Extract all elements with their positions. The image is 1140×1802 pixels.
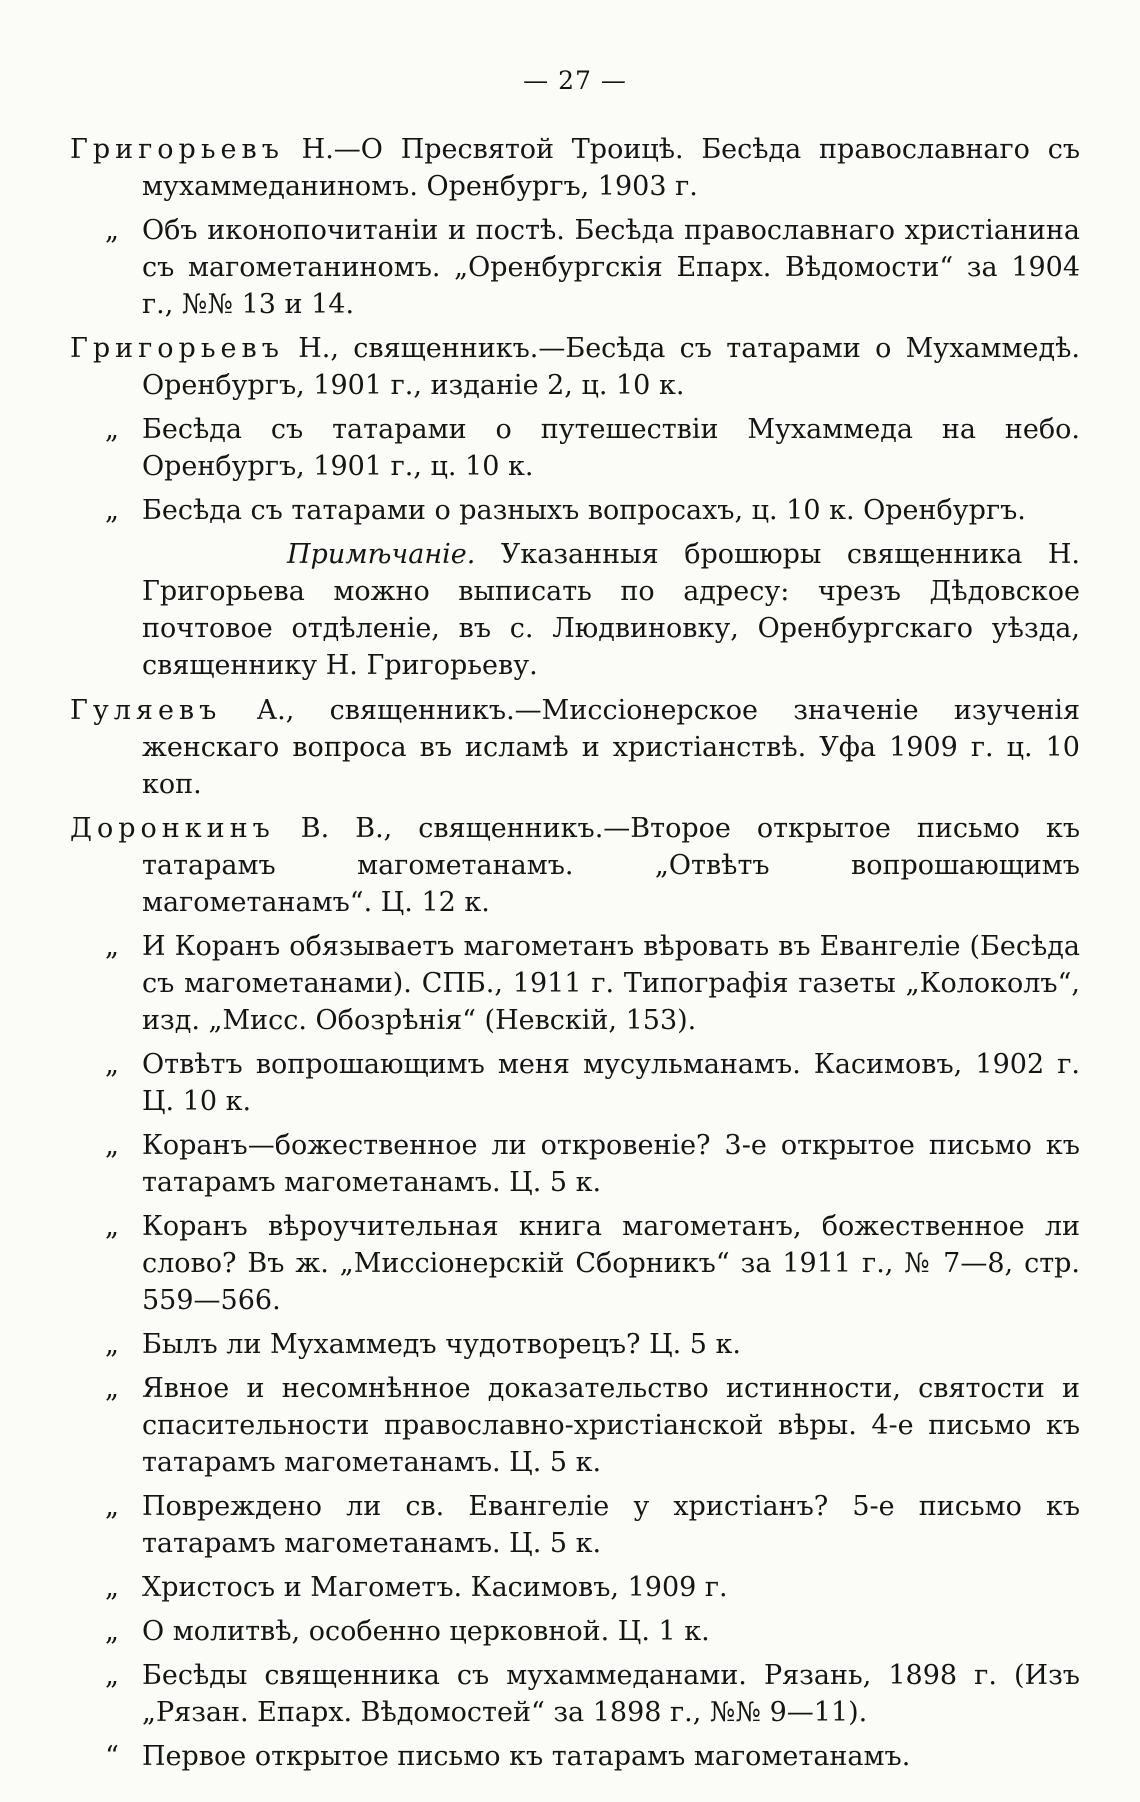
sub-entry-text: Явное и несомнѣнное доказательство истинности, святости и спасительности православно-христiанской вѣры. 4-е письмо къ татарамъ магометанамъ. Ц. 5 к. [142, 1373, 1080, 1478]
sub-entry [70, 1488, 1080, 1562]
entry-text: А., священникъ.—Миссiонерское значенiе изученiя женскаго вопроса въ исламѣ и христiанствѣ. Уфа 1909 г. ц. 10 коп. [142, 695, 1080, 800]
ditto-mark: „ [105, 931, 119, 962]
sub-entry-text: Былъ ли Мухаммедъ чудотворецъ? Ц. 5 к. [142, 1329, 741, 1360]
sub-entry [70, 1569, 1080, 1606]
author-name: Григорьевъ [70, 333, 284, 364]
ditto-mark: „ [105, 1616, 119, 1647]
sub-entry [70, 1127, 1080, 1201]
sub-entry [70, 1613, 1080, 1650]
bibliography-entry [70, 810, 1080, 921]
sub-entry [70, 1208, 1080, 1319]
sub-entry [70, 1046, 1080, 1120]
sub-entry [70, 212, 1080, 323]
sub-entry [70, 1370, 1080, 1481]
sub-entry-text: И Коранъ обязываетъ магометанъ вѣровать въ Евангелiе (Бесѣда съ магометанами). СПБ., 1911 г. Типографiя газеты „Колоколъ“, изд. „Мисс. Обозрѣнiя“ (Невскiй, 153). [142, 931, 1080, 1036]
sub-entry-text: Христосъ и Магометъ. Касимовъ, 1909 г. [142, 1572, 728, 1603]
sub-entry-text: Бесѣды священника съ мухаммеданами. Рязань, 1898 г. (Изъ „Рязан. Епарх. Вѣдомостей“ за 1898 г., №№ 9—11). [142, 1660, 1080, 1728]
ditto-mark: „ [105, 215, 119, 246]
bibliography-entry [70, 330, 1080, 404]
note-text: Указанныя брошюры священника Н. Григорьева можно выписать по адресу: чрезъ Дѣдовское почтовое отдѣленiе, въ с. Людвиновку, Оренбургскаго уѣзда, священнику Н. Григорьеву. [142, 539, 1080, 681]
bibliography-entry [70, 131, 1080, 205]
sub-entry-text: Отвѣтъ вопрошающимъ меня мусульманамъ. Касимовъ, 1902 г. Ц. 10 к. [142, 1049, 1080, 1117]
sub-entry [70, 1738, 1080, 1775]
sub-entry [70, 492, 1080, 529]
ditto-mark: „ [105, 1130, 119, 1161]
ditto-mark: „ [105, 1572, 119, 1603]
ditto-mark: „ [105, 1373, 119, 1404]
ditto-mark: “ [105, 1741, 119, 1772]
author-name: Доронкинъ [70, 813, 275, 844]
note-label: Примѣчанiе. [287, 539, 476, 570]
ditto-mark: „ [105, 1660, 119, 1691]
sub-entry-text: Повреждено ли св. Евангелiе у христiанъ? 5-е письмо къ татарамъ магометанамъ. Ц. 5 к. [142, 1491, 1080, 1559]
sub-entry-text: Коранъ—божественное ли откровенiе? 3-е открытое письмо къ татарамъ магометанамъ. Ц. 5 к. [142, 1130, 1080, 1198]
sub-entry-text: О молитвѣ, особенно церковной. Ц. 1 к. [142, 1616, 710, 1647]
ditto-mark: „ [105, 1211, 119, 1242]
bibliography-list [70, 131, 1080, 1775]
sub-entry [70, 1657, 1080, 1731]
ditto-mark: „ [105, 1491, 119, 1522]
entry-text: Н.—О Пресвятой Троицѣ. Бесѣда православнаго съ мухаммеданиномъ. Оренбургъ, 1903 г. [142, 134, 1080, 202]
ditto-mark: „ [105, 1049, 119, 1080]
sub-entry-text: Первое открытое письмо къ татарамъ магометанамъ. [142, 1741, 911, 1772]
ditto-mark: „ [105, 414, 119, 445]
sub-entry-text: Бесѣда съ татарами о разныхъ вопросахъ, ц. 10 к. Оренбургъ. [142, 495, 1026, 526]
sub-entry-text: Коранъ вѣроучительная книга магометанъ, божественное ли слово? Въ ж. „Миссiонерскiй Сборникъ“ за 1911 г., № 7—8, стр. 559—566. [142, 1211, 1080, 1316]
entry-text: В. В., священникъ.—Второе открытое письмо къ татарамъ магометанамъ. „Отвѣтъ вопрошающимъ магометанамъ“. Ц. 12 к. [142, 813, 1080, 918]
page-number: — 27 — [523, 66, 627, 95]
sub-entry [70, 411, 1080, 485]
author-name: Гуляевъ [70, 695, 222, 726]
sub-entry-text: Объ иконопочитанiи и постѣ. Бесѣда православнаго христiанина съ магометаниномъ. „Оренбургскiя Епарх. Вѣдомости“ за 1904 г., №№ 13 и 14. [142, 215, 1080, 320]
entry-text: Н., священникъ.—Бесѣда съ татарами о Мухаммедѣ. Оренбургъ, 1901 г., изданiе 2, ц. 10 к. [142, 333, 1080, 401]
author-name: Григорьевъ [70, 134, 284, 165]
sub-entry-text: Бесѣда съ татарами о путешествiи Мухаммеда на небо. Оренбургъ, 1901 г., ц. 10 к. [142, 414, 1080, 482]
ditto-mark: „ [105, 495, 119, 526]
sub-entry [70, 928, 1080, 1039]
note-paragraph [142, 536, 1080, 684]
ditto-mark: „ [105, 1329, 119, 1360]
bibliography-entry [70, 692, 1080, 803]
sub-entry [70, 1326, 1080, 1363]
